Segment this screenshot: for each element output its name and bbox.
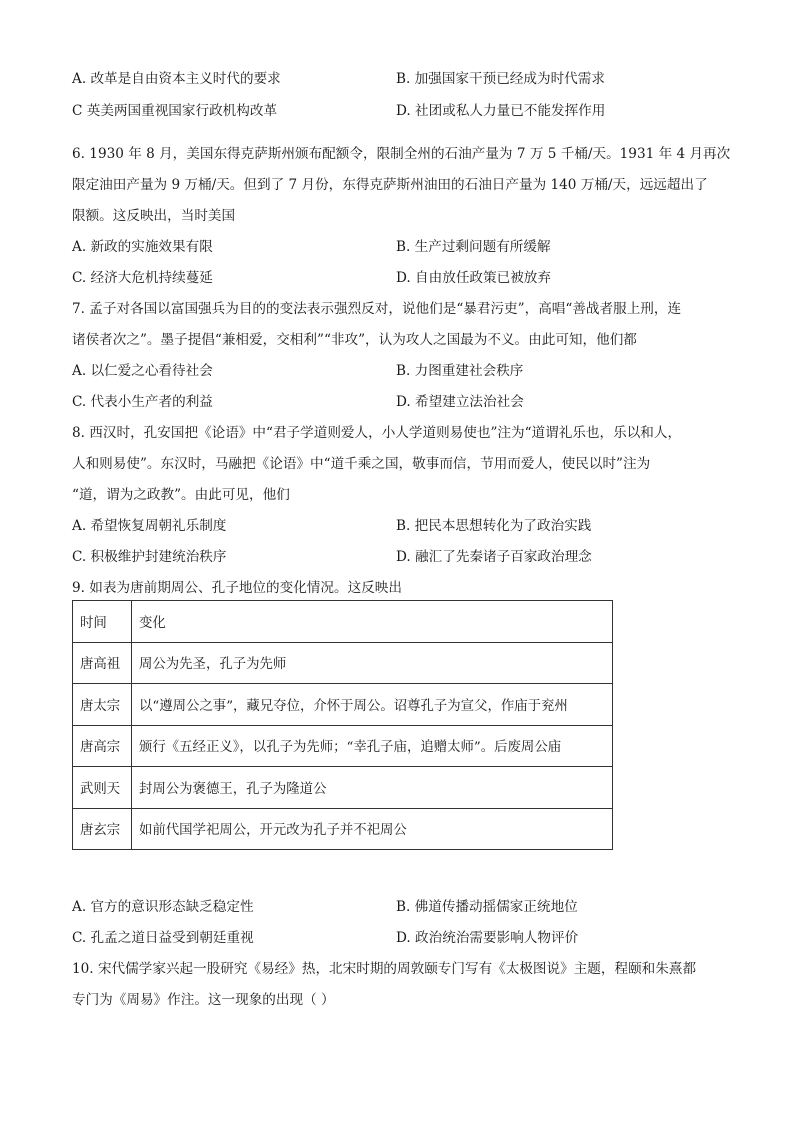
q5-option-a[interactable]: A. 改革是自由资本主义时代的要求 — [72, 71, 281, 87]
table-header-change: 变化 — [132, 601, 613, 643]
table-cell-era: 唐太宗 — [73, 684, 132, 726]
table-cell-change: 周公为先圣，孔子为先师 — [132, 642, 613, 684]
table-cell-era: 唐高祖 — [73, 642, 132, 684]
q5-options-row-1 — [72, 67, 722, 87]
q8-option-b[interactable]: B. 把民本思想转化为了政治实践 — [396, 518, 592, 534]
table-cell-era: 唐玄宗 — [73, 808, 132, 850]
table-cell-era: 武则天 — [73, 767, 132, 809]
table-row — [73, 808, 613, 850]
q8-option-a[interactable]: A. 希望恢复周朝礼乐制度 — [72, 518, 227, 534]
q7-option-b[interactable]: B. 力图重建社会秩序 — [396, 363, 524, 379]
q5-options-row-2 — [72, 99, 722, 119]
table-header-row — [73, 601, 613, 643]
q8-stem-line-2: 人和则易使”。东汉时，马融把《论语》中“道千乘之国，敬事而信，节用而爱人，使民以时”注为 — [72, 456, 651, 472]
q9-stem: 9. 如表为唐前期周公、孔子地位的变化情况。这反映出 — [72, 580, 402, 596]
q5-option-b[interactable]: B. 加强国家干预已经成为时代需求 — [396, 71, 605, 87]
table-cell-change: 封周公为褒德王，孔子为隆道公 — [132, 767, 613, 809]
table-cell-change: 颁行《五经正义》，以孔子为先师；“幸孔子庙，追赠太师”。后废周公庙 — [132, 725, 613, 767]
q8-options-row-1 — [72, 514, 722, 534]
q6-option-c[interactable]: C. 经济大危机持续蔓延 — [72, 270, 213, 286]
q8-option-d[interactable]: D. 融汇了先秦诸子百家政治理念 — [396, 549, 592, 565]
q7-stem-line-2: 诸侯者次之”。墨子提倡“兼相爱，交相利”“非攻”，认为攻人之国最为不义。由此可知，他们都 — [72, 332, 637, 348]
q6-stem-line-1: 6. 1930 年 8 月，美国东得克萨斯州颁布配额令，限制全州的石油产量为 7 万 5 千桶/天。1931 年 4 月再次 — [72, 146, 731, 162]
q7-options-row-1 — [72, 359, 722, 379]
table-cell-era: 唐高宗 — [73, 725, 132, 767]
q6-options-row-2 — [72, 266, 722, 286]
q9-options-row-2 — [72, 926, 722, 946]
q7-option-a[interactable]: A. 以仁爱之心看待社会 — [72, 363, 213, 379]
q9-option-b[interactable]: B. 佛道传播动摇儒家正统地位 — [396, 899, 578, 915]
table-cell-change: 以“遵周公之事”，藏兄夺位，介怀于周公。诏尊孔子为宣父，作庙于兖州 — [132, 684, 613, 726]
q10-stem-line-1: 10. 宋代儒学家兴起一股研究《易经》热，北宋时期的周敦颐专门写有《太极图说》主题，程颐和朱熹都 — [72, 961, 697, 977]
q8-options-row-2 — [72, 545, 722, 565]
table-cell-change: 如前代国学祀周公，开元改为孔子并不祀周公 — [132, 808, 613, 850]
table-row — [73, 642, 613, 684]
q9-options-row-1 — [72, 895, 722, 915]
q7-stem-line-1: 7. 孟子对各国以富国强兵为目的的变法表示强烈反对，说他们是“暴君污吏”，高唱“善战者服上刑，连 — [72, 301, 682, 317]
q10-stem-line-2: 专门为《周易》作注。这一现象的出现（ ） — [72, 992, 335, 1008]
q9-option-d[interactable]: D. 政治统治需要影响人物评价 — [396, 930, 579, 946]
q6-option-d[interactable]: D. 自由放任政策已被放弃 — [396, 270, 551, 286]
q6-stem-line-2: 限定油田产量为 9 万桶/天。但到了 7 月份，东得克萨斯州油田的石油日产量为 140 万桶/天，远远超出了 — [72, 177, 708, 193]
q9-option-a[interactable]: A. 官方的意识形态缺乏稳定性 — [72, 899, 254, 915]
q8-stem-line-1: 8. 西汉时，孔安国把《论语》中“君子学道则爱人，小人学道则易使也”注为“道谓礼乐也，乐以和人， — [72, 425, 682, 441]
q8-option-c[interactable]: C. 积极维护封建统治秩序 — [72, 549, 227, 565]
q8-stem-line-3: “道，谓为之政教”。由此可见，他们 — [72, 487, 290, 503]
q7-option-c[interactable]: C. 代表小生产者的利益 — [72, 394, 213, 410]
table-row — [73, 725, 613, 767]
table-row — [73, 684, 613, 726]
q9-option-c[interactable]: C. 孔孟之道日益受到朝廷重视 — [72, 930, 254, 946]
q6-options-row-1 — [72, 235, 722, 255]
q7-options-row-2 — [72, 390, 722, 410]
table-row — [73, 767, 613, 809]
q9-table — [72, 600, 613, 850]
q6-option-a[interactable]: A. 新政的实施效果有限 — [72, 239, 213, 255]
q5-option-d[interactable]: D. 社团或私人力量已不能发挥作用 — [396, 103, 606, 119]
q7-option-d[interactable]: D. 希望建立法治社会 — [396, 394, 524, 410]
q6-stem-line-3: 限额。这反映出，当时美国 — [72, 208, 236, 224]
q5-option-c[interactable]: C 英美两国重视国家行政机构改革 — [72, 103, 278, 119]
q6-option-b[interactable]: B. 生产过剩问题有所缓解 — [396, 239, 551, 255]
table-header-time: 时间 — [73, 601, 132, 643]
